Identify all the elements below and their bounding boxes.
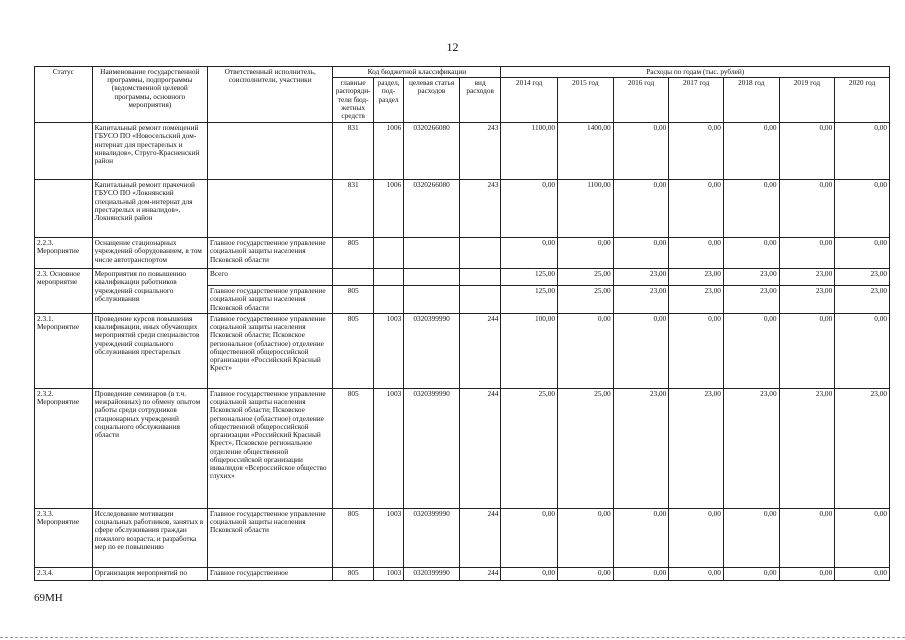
- row-grbs: 831: [333, 180, 373, 238]
- row-year-value: 0,00: [835, 123, 890, 180]
- row-year-value: 0,00: [613, 180, 669, 238]
- row-section: 1003: [373, 508, 403, 567]
- table-row: [35, 180, 890, 238]
- row-grbs: 805: [333, 567, 373, 580]
- row-section: [373, 269, 403, 286]
- row-responsible: [207, 180, 332, 238]
- row-status: 2.3.3. Мероприятие: [35, 508, 93, 567]
- row-status: 2.2.3. Мероприятие: [35, 238, 93, 269]
- row-vr: [459, 269, 501, 286]
- row-target: 0320399990: [404, 567, 460, 580]
- header-year: 2019 год: [779, 78, 835, 123]
- table-row: [35, 313, 890, 388]
- row-year-value: 0,00: [669, 123, 724, 180]
- header-year: 2020 год: [835, 78, 890, 123]
- row-target: [404, 238, 460, 269]
- header-status: Статус: [35, 67, 93, 123]
- row-grbs: 805: [333, 388, 373, 508]
- row-vr: 244: [459, 508, 501, 567]
- row-responsible: Главное государственное управление социальной защиты населения Псковской области; Псковское региональное (областное) отделение общественной общероссийской организации «Российский Красный Крест», Псковское региональное отделение общественной общероссийской организации инвалидов «Всероссийское общество глухих»: [207, 388, 332, 508]
- row-year-value: 0,00: [723, 180, 779, 238]
- row-year-value: 0,00: [835, 238, 890, 269]
- row-year-value: 25,00: [558, 286, 614, 314]
- row-year-value: 0,00: [669, 567, 724, 580]
- row-section: [373, 238, 403, 269]
- row-year-value: 25,00: [558, 269, 614, 286]
- row-name: Исследование мотивации социальных работников, занятых в сфере обслуживания граждан пожилого возраста, и разработка мер по ее повышению: [92, 508, 207, 567]
- row-year-value: 0,00: [669, 508, 724, 567]
- row-vr: [459, 286, 501, 314]
- row-name: Оснащение стационарных учреждений оборудованием, в том числе автотранспортом: [92, 238, 207, 269]
- row-year-value: 23,00: [835, 269, 890, 286]
- page-edge-line: [0, 637, 905, 638]
- row-section: 1003: [373, 313, 403, 388]
- row-year-value: 23,00: [669, 269, 724, 286]
- row-grbs: [333, 269, 373, 286]
- row-responsible: Главное государственное управление социальной защиты населения Псковской области: [207, 238, 332, 269]
- page-number: 12: [446, 40, 459, 54]
- table-row: [35, 238, 890, 269]
- row-year-value: 0,00: [779, 313, 835, 388]
- table-header: [35, 67, 890, 123]
- table-row: [35, 123, 890, 180]
- row-year-value: 1400,00: [558, 123, 614, 180]
- row-year-value: 0,00: [501, 180, 558, 238]
- row-grbs: 805: [333, 238, 373, 269]
- row-year-value: 0,00: [558, 313, 614, 388]
- row-name: Организация мероприятий по: [92, 567, 207, 580]
- header-year: 2016 год: [613, 78, 669, 123]
- row-target: [404, 269, 460, 286]
- row-responsible: Главное государственное управление социальной защиты населения Псковской области: [207, 286, 332, 314]
- row-year-value: 23,00: [779, 269, 835, 286]
- row-year-value: 23,00: [835, 286, 890, 314]
- row-year-value: 0,00: [723, 567, 779, 580]
- row-year-value: 0,00: [723, 313, 779, 388]
- header-grbs: главные распоряди-тели бюд-жетных средств: [333, 78, 373, 123]
- row-year-value: 23,00: [779, 286, 835, 314]
- row-year-value: 23,00: [669, 286, 724, 314]
- row-vr: 243: [459, 123, 501, 180]
- row-section: 1003: [373, 388, 403, 508]
- row-target: [404, 286, 460, 314]
- table-body: [35, 123, 890, 581]
- row-target: 0320266080: [404, 123, 460, 180]
- row-year-value: 0,00: [779, 123, 835, 180]
- row-year-value: 0,00: [723, 123, 779, 180]
- row-year-value: 0,00: [613, 123, 669, 180]
- header-section: раздел, под-раздел: [373, 78, 403, 123]
- row-year-value: 0,00: [669, 313, 724, 388]
- row-status: [35, 180, 93, 238]
- header-expenses: Расходы по годам (тыс. рублей): [501, 67, 890, 78]
- row-year-value: 0,00: [501, 567, 558, 580]
- row-year-value: 0,00: [613, 238, 669, 269]
- row-name: Капитальный ремонт прачечной ГБУСО ПО «Локнянский специальный дом-интернат для престарелых и инвалидов», Локнянский район: [92, 180, 207, 238]
- row-year-value: 0,00: [835, 567, 890, 580]
- row-name: Капитальный ремонт помещений ГБУСО ПО «Новосельский дом-интернат для престарелых и инвалидов», Струго-Красненский район: [92, 123, 207, 180]
- row-responsible: Всего: [207, 269, 332, 286]
- table-row: [35, 567, 890, 580]
- row-vr: 244: [459, 567, 501, 580]
- row-status: 2.3. Основное мероприятие: [35, 269, 93, 314]
- row-year-value: 100,00: [501, 313, 558, 388]
- row-year-value: 1100,00: [501, 123, 558, 180]
- row-year-value: 0,00: [613, 567, 669, 580]
- row-name: Проведение семинаров (в т.ч. межрайонных) по обмену опытом работы среди сотрудников стационарных учреждений социального обслуживания области: [92, 388, 207, 508]
- row-year-value: 23,00: [779, 388, 835, 508]
- row-section: [373, 286, 403, 314]
- row-status: [35, 123, 93, 180]
- row-year-value: 0,00: [835, 508, 890, 567]
- row-responsible: Главное государственное управление социальной защиты населения Псковской области; Псковское региональное (областное) отделение общественной общероссийской организации «Российский Красный Крест»: [207, 313, 332, 388]
- header-budget-code: Код бюджетной классификации: [333, 67, 501, 78]
- row-year-value: 23,00: [835, 388, 890, 508]
- row-year-value: 0,00: [669, 180, 724, 238]
- row-year-value: 0,00: [779, 180, 835, 238]
- row-year-value: 23,00: [613, 388, 669, 508]
- row-year-value: 23,00: [669, 388, 724, 508]
- row-year-value: 25,00: [558, 388, 614, 508]
- row-year-value: 0,00: [723, 508, 779, 567]
- row-section: 1006: [373, 123, 403, 180]
- row-vr: 243: [459, 180, 501, 238]
- row-year-value: 0,00: [558, 238, 614, 269]
- row-target: 0320399990: [404, 313, 460, 388]
- header-responsible: Ответственный исполнитель, соисполнители, участники: [207, 67, 332, 123]
- header-year: 2014 год: [501, 78, 558, 123]
- row-name: Проведение курсов повышения квалификации, иных обучающих мероприятий среди специалистов учреждений социального обслуживания престарелых: [92, 313, 207, 388]
- row-year-value: 1100,00: [558, 180, 614, 238]
- row-status: 2.3.2. Мероприятие: [35, 388, 93, 508]
- row-year-value: 0,00: [779, 508, 835, 567]
- header-name: Наименование государственной программы, подпрограммы (ведомственной целевой программы, основного мероприятия): [92, 67, 207, 123]
- row-grbs: 805: [333, 286, 373, 314]
- row-grbs: 831: [333, 123, 373, 180]
- table-row: [35, 388, 890, 508]
- row-section: 1003: [373, 567, 403, 580]
- row-vr: 244: [459, 313, 501, 388]
- row-year-value: 125,00: [501, 286, 558, 314]
- table-row: [35, 508, 890, 567]
- row-responsible: [207, 123, 332, 180]
- header-vr: вид расходов: [459, 78, 501, 123]
- row-grbs: 805: [333, 313, 373, 388]
- row-year-value: 0,00: [669, 238, 724, 269]
- row-year-value: 0,00: [835, 180, 890, 238]
- row-year-value: 0,00: [501, 238, 558, 269]
- row-target: 0320266080: [404, 180, 460, 238]
- row-year-value: 0,00: [723, 238, 779, 269]
- row-year-value: 23,00: [723, 286, 779, 314]
- header-year: 2017 год: [669, 78, 724, 123]
- row-year-value: 0,00: [613, 508, 669, 567]
- row-target: 0320399990: [404, 388, 460, 508]
- row-vr: [459, 238, 501, 269]
- budget-table: [34, 66, 890, 581]
- row-year-value: 23,00: [613, 286, 669, 314]
- header-year: 2015 год: [558, 78, 614, 123]
- row-grbs: 805: [333, 508, 373, 567]
- table-row: [35, 269, 890, 286]
- document-code: 69МН: [34, 592, 63, 604]
- header-target: целевая статья расходов: [404, 78, 460, 123]
- row-year-value: 0,00: [779, 567, 835, 580]
- row-year-value: 0,00: [501, 508, 558, 567]
- row-responsible: Главное государственное: [207, 567, 332, 580]
- row-name: Мероприятия по повышению квалификации работников учреждений социального обслуживания: [92, 269, 207, 314]
- row-target: 0320399990: [404, 508, 460, 567]
- row-status: 2.3.1. Мероприятие: [35, 313, 93, 388]
- row-year-value: 0,00: [779, 238, 835, 269]
- row-section: 1006: [373, 180, 403, 238]
- row-year-value: 23,00: [723, 388, 779, 508]
- row-year-value: 25,00: [501, 388, 558, 508]
- row-year-value: 0,00: [613, 313, 669, 388]
- row-year-value: 0,00: [558, 567, 614, 580]
- row-vr: 244: [459, 388, 501, 508]
- row-year-value: 125,00: [501, 269, 558, 286]
- row-year-value: 0,00: [835, 313, 890, 388]
- row-year-value: 0,00: [558, 508, 614, 567]
- row-responsible: Главное государственное управление социальной защиты населения Псковской области: [207, 508, 332, 567]
- row-status: 2.3.4.: [35, 567, 93, 580]
- row-year-value: 23,00: [723, 269, 779, 286]
- row-year-value: 23,00: [613, 269, 669, 286]
- header-year: 2018 год: [723, 78, 779, 123]
